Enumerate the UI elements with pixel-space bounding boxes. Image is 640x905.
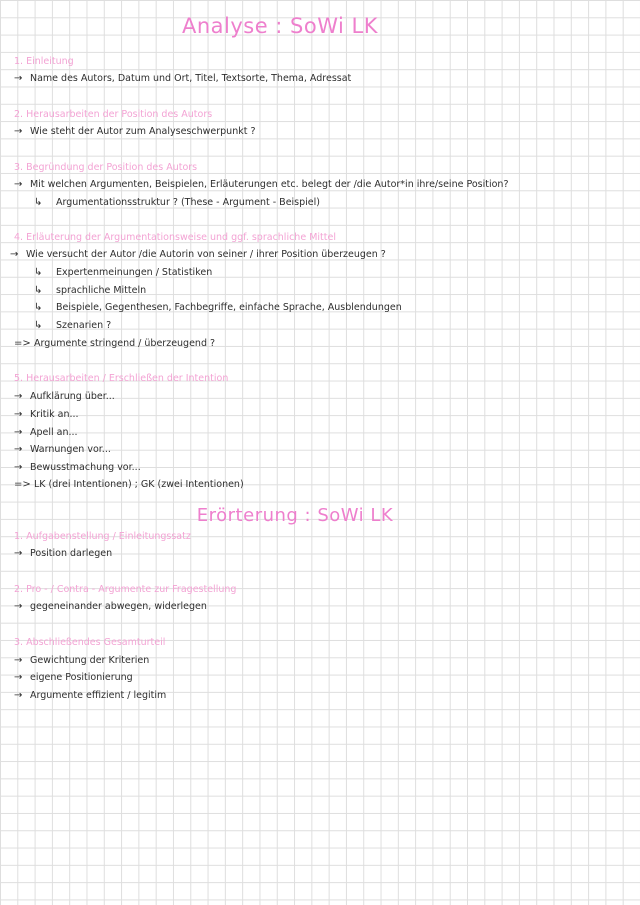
section-heading-intention: 5. Herausarbeiten / Erschließen der Intention xyxy=(14,373,229,384)
sub-list-item xyxy=(34,267,212,278)
implies-icon: => xyxy=(14,479,31,490)
arrow-icon: → xyxy=(14,73,23,84)
list-item xyxy=(14,338,215,349)
arrow-icon: → xyxy=(14,179,23,190)
section-heading-einleitung: 1. Einleitung xyxy=(14,56,74,67)
list-item xyxy=(14,409,79,420)
list-item xyxy=(14,73,351,84)
list-item xyxy=(14,548,112,559)
section-heading-gesamturteil: 3. Abschließendes Gesamturteil xyxy=(14,637,166,648)
list-item-text: Position darlegen xyxy=(30,548,113,559)
list-item-text: LK (drei Intentionen) ; GK (zwei Intentionen) xyxy=(34,479,244,490)
list-item-text: gegeneinander abwegen, widerlegen xyxy=(30,601,207,612)
section-heading-pro-contra: 2. Pro - / Contra - Argumente zur Fragestellung xyxy=(14,584,237,595)
sub-arrow-icon: ↳ xyxy=(34,302,43,313)
list-item xyxy=(14,462,141,473)
list-item xyxy=(10,249,386,260)
list-item-text: Mit welchen Argumenten, Beispielen, Erläuterungen etc. belegt der /die Autor*in ihre/seine Position? xyxy=(30,179,509,190)
list-item-text: sprachliche Mitteln xyxy=(56,285,147,296)
list-item-text: Kritik an... xyxy=(30,409,79,420)
arrow-icon: → xyxy=(14,690,23,701)
list-item-text: Argumente stringend / überzeugend ? xyxy=(34,338,216,349)
arrow-icon: → xyxy=(14,444,23,455)
list-item-text: Apell an... xyxy=(30,427,78,438)
list-item-text: Argumente effizient / legitim xyxy=(30,690,167,701)
list-item-text: Gewichtung der Kriterien xyxy=(30,655,150,666)
list-item-text: Szenarien ? xyxy=(56,320,112,331)
arrow-icon: → xyxy=(14,126,23,137)
section-heading-begruendung: 3. Begründung der Position des Autors xyxy=(14,162,198,173)
list-item xyxy=(14,479,244,490)
arrow-icon: → xyxy=(14,391,23,402)
list-item-text: Aufklärung über... xyxy=(30,391,115,402)
arrow-icon: → xyxy=(14,655,23,666)
list-item xyxy=(14,690,166,701)
list-item xyxy=(14,601,207,612)
list-item-text: Expertenmeinungen / Statistiken xyxy=(56,267,213,278)
list-item xyxy=(14,391,115,402)
arrow-icon: → xyxy=(14,409,23,420)
arrow-icon: → xyxy=(14,601,23,612)
sub-arrow-icon: ↳ xyxy=(34,267,43,278)
arrow-icon: → xyxy=(14,548,23,559)
implies-icon: => xyxy=(14,338,31,349)
arrow-icon: → xyxy=(14,462,23,473)
section-heading-aufgabenstellung: 1. Aufgabenstellung / Einleitungssatz xyxy=(14,531,191,542)
arrow-icon: → xyxy=(14,672,23,683)
list-item-text: Wie steht der Autor zum Analyseschwerpunkt ? xyxy=(30,126,256,137)
list-item-text: Wie versucht der Autor /die Autorin von seiner / ihrer Position überzeugen ? xyxy=(26,249,386,260)
arrow-icon: → xyxy=(14,427,23,438)
list-item-text: eigene Positionierung xyxy=(30,672,133,683)
list-item xyxy=(14,126,256,137)
section-heading-argumentationsweise: 4. Erläuterung der Argumentationsweise und ggf. sprachliche Mittel xyxy=(14,232,336,243)
list-item xyxy=(14,444,111,455)
page-title: Analyse : SoWi LK xyxy=(181,14,379,38)
sub-arrow-icon: ↳ xyxy=(34,320,43,331)
list-item-text: Warnungen vor... xyxy=(30,444,111,455)
sub-arrow-icon: ↳ xyxy=(34,197,43,208)
list-item xyxy=(14,427,78,438)
sub-arrow-icon: ↳ xyxy=(34,285,43,296)
list-item-text: Argumentationsstruktur ? (These - Argument - Beispiel) xyxy=(56,197,320,208)
list-item xyxy=(14,672,133,683)
list-item xyxy=(14,655,149,666)
list-item-text: Name des Autors, Datum und Ort, Titel, Textsorte, Thema, Adressat xyxy=(30,73,352,84)
list-item-text: Bewusstmachung vor... xyxy=(30,462,141,473)
second-title: Erörterung : SoWi LK xyxy=(196,505,394,526)
sub-list-item xyxy=(34,302,402,313)
list-item-text: Beispiele, Gegenthesen, Fachbegriffe, einfache Sprache, Ausblendungen xyxy=(56,302,402,313)
arrow-icon: → xyxy=(10,249,19,260)
sub-list-item xyxy=(34,285,146,296)
section-heading-position: 2. Herausarbeiten der Position des Autors xyxy=(14,109,213,120)
sub-list-item xyxy=(34,197,320,208)
sub-list-item xyxy=(34,320,111,331)
list-item xyxy=(14,179,508,190)
